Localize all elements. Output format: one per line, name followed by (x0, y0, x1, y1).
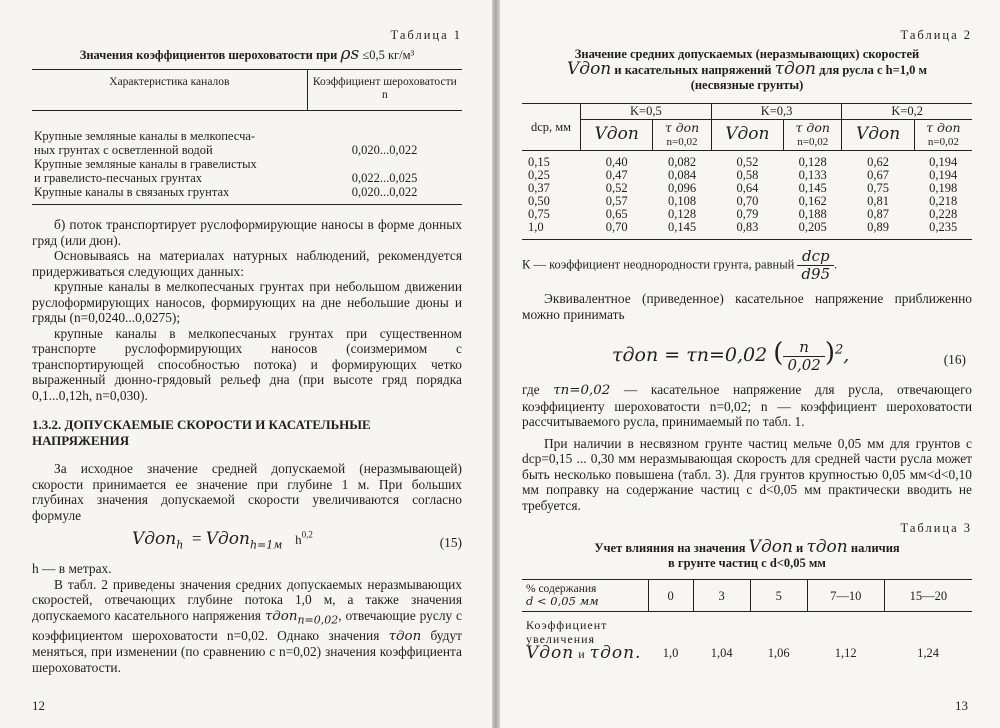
table1-cell-desc: Крупные каналы в связаных грунтах (32, 185, 307, 205)
table3-title: Учет влияния на значения Vдоп и τдоп наличия в грунте частиц с d<0,05 мм (594, 537, 900, 570)
table3-col-header: 7—10 (807, 580, 884, 612)
paragraph: h — в метрах. (32, 561, 112, 576)
table-row (32, 185, 462, 205)
formula-15 (32, 529, 462, 559)
table1-cell-desc: Крупные земляные каналы в мелкопесча- ных грунтах с осветленной водой (34, 129, 256, 157)
table2-group-header: K=0,5 (581, 104, 712, 120)
table2-title: Значение средних допускаемых (неразмывающих) скоростей Vдоп и касательных напряжений τдоп для русла с h=1,0 м (несвязные грунты) (567, 47, 927, 92)
table3 (522, 579, 972, 661)
table1-title (32, 44, 462, 64)
table-row: 0,25 0,47 0,084 0,58 0,133 0,67 0,194 (528, 168, 958, 182)
table-row: 1,0 0,70 0,145 0,83 0,205 0,89 0,235 (522, 221, 972, 240)
table3-col-header: 15—20 (884, 580, 972, 612)
table1-caption: Таблица 1 (390, 28, 462, 42)
paragraph: Эквивалентное (приведенное) касательное напряжение приближенно можно принимать (522, 291, 972, 322)
table1-cell-value: 0,022...0,025 (351, 171, 418, 185)
book-gutter (492, 0, 500, 728)
table1-cell-value: 0,020...0,022 (307, 185, 462, 205)
left-page (0, 0, 492, 728)
page-number: 12 (32, 698, 45, 713)
paragraph: Основываясь на материалах натурных наблюдений, рекомендуется придерживаться следующих данных: (32, 248, 462, 279)
table2-sub-v: Vдоп (711, 120, 783, 151)
paragraph: крупные каналы в мелкопесчаных грунтах при существенном транспорте руслоформирующих наносов (соизмеримом с транспортирующей способностью потока) и формирующих четко выраженный дюнно-грядовый рельеф дна (при высоте гряд порядка 0,1...0,12h, n=0,030). (32, 325, 462, 403)
formula-16 (522, 332, 972, 376)
table-row (32, 111, 462, 158)
table3-col-header: 5 (750, 580, 807, 612)
table1-col2-header: Коэффициент шероховатости n (307, 70, 462, 111)
table2-caption: Таблица 2 (900, 28, 972, 42)
table2-group-header: K=0,3 (711, 104, 842, 120)
formula-15-expression: Vдоп$_h$ = Vдоп$_{h=1м}$ $h^{0,2}$ (132, 529, 313, 552)
table1 (32, 69, 462, 205)
table2-sub-v: Vдоп (581, 120, 653, 151)
paragraph: При наличии в несвязном грунте частиц мельче 0,05 мм для грунтов с dср=0,15 ... 0,30 мм неразмывающая скорость для средней части русла может быть несколько повышена (табл. 3). Для грунтов крупностью 0,05 мм<d<0,10 мм поправку на содержание частиц с d<0,05 мм практически вводить не требуется. (522, 435, 972, 513)
footnote-fraction: $\frac{\text{dср}}{d95}$ (797, 248, 834, 283)
table3-row-label: Коэффициент увеличения Vдоп и τдоп. (526, 618, 642, 663)
table3-col-header: 0 (648, 580, 693, 612)
section-title: 1.3.2. ДОПУСКАЕМЫЕ СКОРОСТИ И КАСАТЕЛЬНЫЕ НАПРЯЖЕНИЯ (32, 417, 371, 448)
paragraph: б) поток транспортирует руслоформирующие наносы в форме донных гряд (или дюн). (32, 217, 462, 248)
table2-sub-v: Vдоп (842, 120, 914, 151)
page-number: 13 (955, 698, 968, 713)
table3-col0-header: % содержания d < 0,05 мм (522, 580, 648, 612)
table2 (522, 103, 972, 240)
table3-col-header: 3 (693, 580, 750, 612)
paragraph: где τn=0,02 — касательное напряжение для русла, отвечающего коэффициенту шероховатости n=0,02; n — коэффициент шероховатости рассчитываемого русла, принимаемый по табл. 1. (522, 382, 972, 429)
table2-sub-t: τ доп n=0,02 (784, 120, 842, 151)
right-page (500, 0, 1000, 728)
paragraph: крупные каналы в мелкопесчаных грунтах при небольшом движении руслоформирующих наносов, формирующих на дне небольшие дюны и гряды (n=0,0240...0,0275); (32, 279, 462, 325)
table2-sub-t: τ доп n=0,02 (914, 120, 972, 151)
table-row (32, 157, 462, 185)
table2-footnote: К — коэффициент неоднородности грунта, равный $\frac{\text{dср}}{d95}$ . (522, 247, 838, 283)
table3-caption: Таблица 3 (900, 521, 972, 535)
table-row: 0,75 0,65 0,128 0,79 0,188 0,87 0,228 (528, 207, 958, 221)
formula-16-expression: τдоп = τn=0,02 ( $\frac{n}{0,02}$ )$^2$, (612, 337, 850, 374)
table1-cell-desc: Крупные земляные каналы в гравелистых и гравелисто-песчаных грунтах (34, 157, 257, 185)
table-row: 0,15 0,40 0,082 0,52 0,128 0,62 0,194 (528, 155, 958, 169)
table-row: Коэффициент увеличения Vдоп и τдоп. 1,0 1,04 1,06 1,12 1,24 (522, 612, 972, 662)
formula-16-number: (16) (943, 352, 966, 367)
table1-title-symbol: ρs (340, 44, 360, 64)
table-row: 0,37 0,52 0,096 0,64 0,145 0,75 0,198 (528, 181, 958, 195)
table1-title-condition: ≤0,5 кг/м³ (362, 48, 415, 62)
paragraph: В табл. 2 приведены значения средних допускаемых неразмывающих скоростей, отвечающих глубине потока 1,0 м, а также значения допускаемого касательного напряжения τдоп$_{n=0,02}$, отвечающие руслу с коэффициентом шероховатости n=0,02. Однако значения τдоп будут меняться, при изменении (по сравнению с n=0,02) значения коэффициента шероховатости. (32, 576, 463, 675)
table2-dcol-header: dср, мм (522, 104, 581, 151)
paragraph: За исходное значение средней допускаемой (неразмывающей) скорости принимается ее значение при глубине 1 м. При больших глубинах значения допускаемой скорости увеличиваются согласно формуле (32, 461, 462, 523)
table1-col1-header: Характеристика каналов (32, 70, 307, 111)
table2-sub-t: τ доп n=0,02 (653, 120, 711, 151)
formula-15-number: (15) (439, 535, 462, 550)
table1-cell-value: 0,020...0,022 (351, 143, 418, 157)
table2-group-header: K=0,2 (842, 104, 972, 120)
table1-title-text: Значения коэффициентов шероховатости при (79, 48, 338, 62)
table-row: 0,50 0,57 0,108 0,70 0,162 0,81 0,218 (528, 194, 958, 208)
